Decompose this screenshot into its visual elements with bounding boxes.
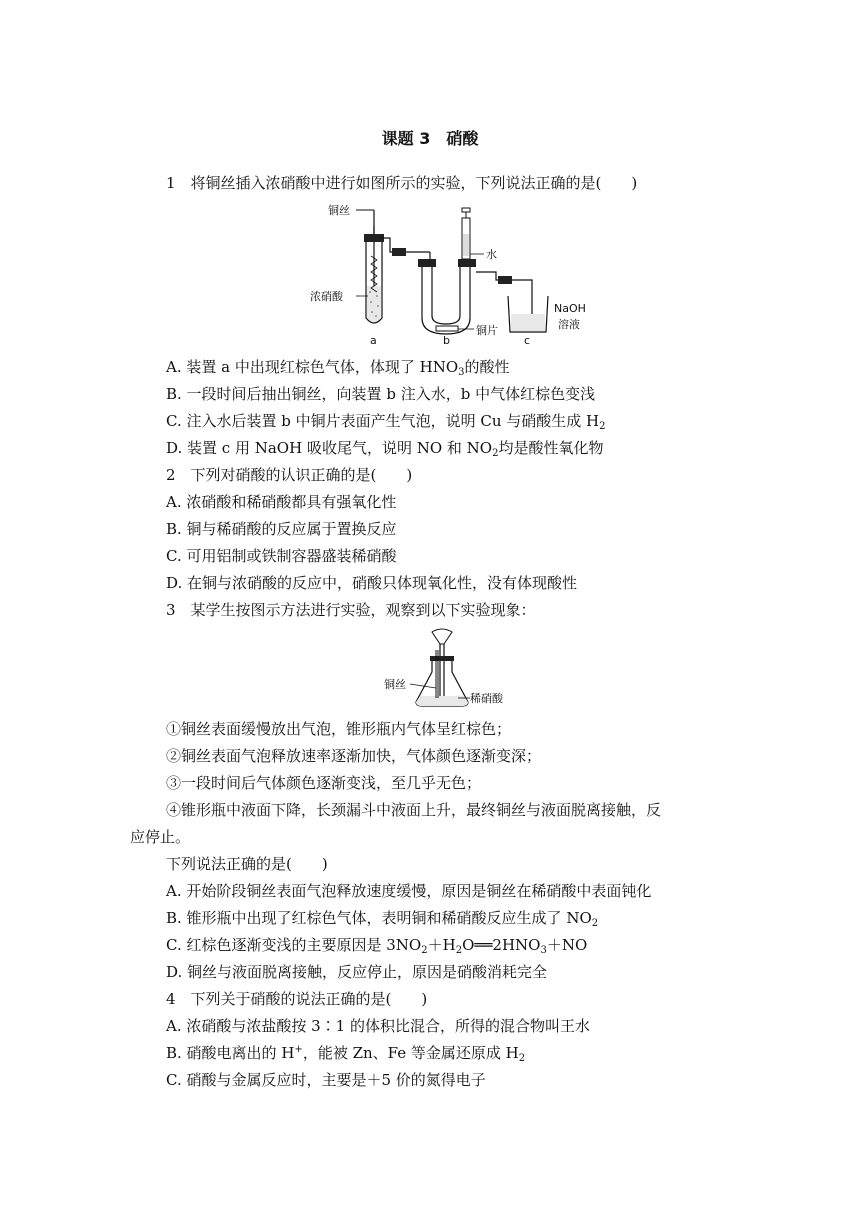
q1-label-copper-wire: 铜丝 — [328, 204, 350, 217]
q1-stem: 1 将铜丝插入浓硝酸中进行如图所示的实验，下列说法正确的是( ) — [166, 174, 638, 192]
q4-option-b: B. 硝酸电离出的 H+，能被 Zn、Fe 等金属还原成 $H_2$ — [166, 1044, 526, 1064]
q1-label-conc-acid: 浓硝酸 — [310, 290, 343, 303]
q3-option-a: A. 开始阶段铜丝表面气泡释放速度缓慢，原因是铜丝在稀硝酸中表面钝化 — [166, 882, 652, 900]
q4-option-c: C. 硝酸与金属反应时，主要是＋5 价的氮得电子 — [166, 1071, 486, 1089]
page-title: 课题 3 硝酸 — [381, 129, 479, 148]
q2-option-d: D. 在铜与浓硝酸的反应中，硝酸只体现氧化性，没有体现酸性 — [166, 574, 578, 592]
q3-observation-3: ③一段时间后气体颜色逐渐变浅，至几乎无色； — [166, 774, 482, 792]
q1-label-naoh: NaOH — [554, 302, 586, 315]
q2-option-c: C. 可用铝制或铁制容器盛装稀硝酸 — [166, 547, 397, 565]
q1-option-c: C. 注入水后装置 b 中铜片表面产生气泡，说明 Cu 与硝酸生成 $H_2$ — [166, 412, 606, 432]
q3-label-dilute-acid: 稀硝酸 — [470, 692, 503, 705]
q1-label-c: c — [524, 334, 531, 347]
q3-question: 下列说法正确的是( ) — [166, 855, 328, 873]
q2-option-b: B. 铜与稀硝酸的反应属于置换反应 — [166, 520, 397, 538]
q2-option-a: A. 浓硝酸和稀硝酸都具有强氧化性 — [166, 493, 397, 511]
q3-observation-4-line2: 应停止。 — [130, 828, 191, 846]
q1-option-d: D. 装置 c 用 NaOH 吸收尾气，说明 NO 和 $NO_2$均是酸性氧化物 — [166, 439, 604, 459]
q1-label-b: b — [443, 334, 450, 347]
q3-option-b: B. 锥形瓶中出现了红棕色气体，表明铜和稀硝酸反应生成了 $NO_2$ — [166, 909, 599, 929]
q1-apparatus-figure — [300, 196, 620, 348]
q4-option-a: A. 浓硝酸与浓盐酸按 3∶1 的体积比混合，所得的混合物叫王水 — [166, 1017, 590, 1035]
q3-option-d: D. 铜丝与液面脱离接触，反应停止，原因是硝酸消耗完全 — [166, 963, 548, 981]
q4-stem: 4 下列关于硝酸的说法正确的是( ) — [166, 990, 428, 1008]
q1-option-b: B. 一段时间后抽出铜丝，向装置 b 注入水，b 中气体红棕色变浅 — [166, 385, 596, 403]
q1-label-solution: 溶液 — [558, 318, 580, 331]
q3-stem: 3 某学生按图示方法进行实验，观察到以下实验现象： — [166, 601, 536, 619]
q1-label-a: a — [370, 334, 377, 347]
q3-label-copper-wire: 铜丝 — [384, 678, 406, 691]
q3-flask-figure — [380, 626, 510, 712]
q3-option-c: C. 红棕色逐渐变浅的主要原因是 $3NO_2+H_2O══2HNO_3+NO$ — [166, 936, 588, 956]
q2-stem: 2 下列对硝酸的认识正确的是( ) — [166, 466, 413, 484]
q1-label-copper-sheet: 铜片 — [476, 324, 498, 337]
q1-option-a: A. 装置 a 中出现红棕色气体，体现了 $HNO_3$的酸性 — [166, 358, 510, 378]
q3-observation-1: ①铜丝表面缓慢放出气泡，锥形瓶内气体呈红棕色； — [166, 720, 512, 738]
q3-observation-4-line1: ④锥形瓶中液面下降，长颈漏斗中液面上升，最终铜丝与液面脱离接触，反 — [166, 801, 662, 819]
q1-label-water: 水 — [486, 248, 497, 261]
q3-observation-2: ②铜丝表面气泡释放速率逐渐加快，气体颜色逐渐变深； — [166, 747, 542, 765]
